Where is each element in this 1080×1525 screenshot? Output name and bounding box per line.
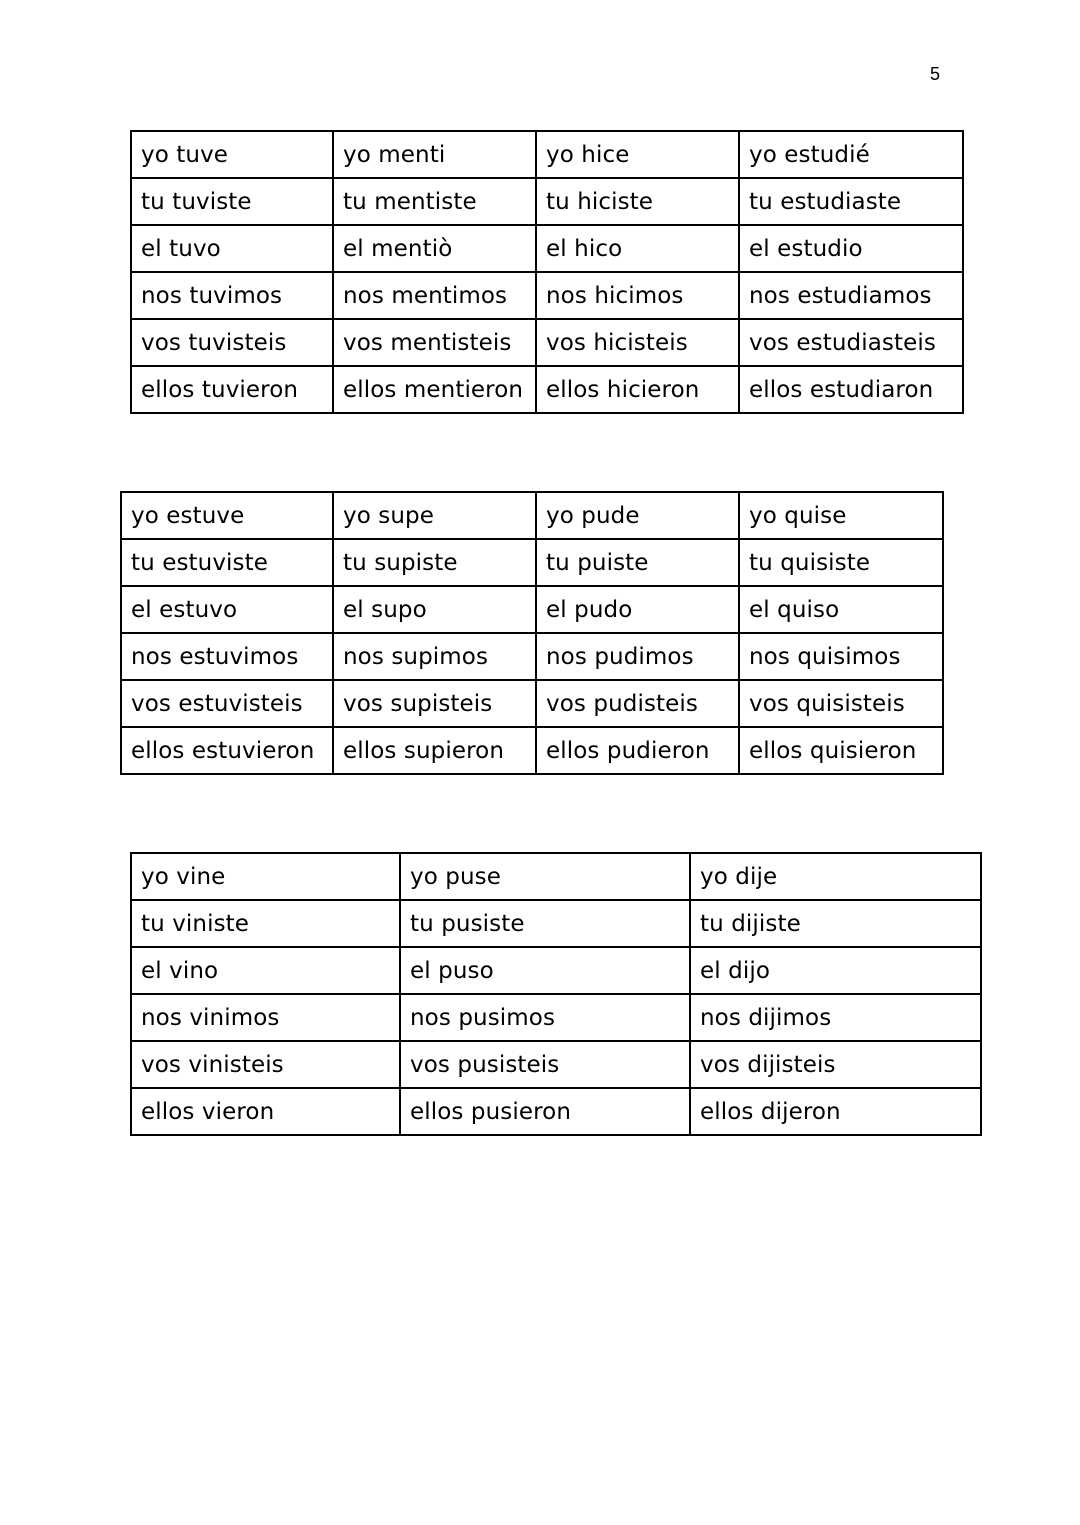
table-cell: tu supiste: [333, 539, 536, 586]
table-cell: vos dijisteis: [690, 1041, 981, 1088]
conjugation-table-1: [130, 130, 964, 414]
table-cell: yo quise: [739, 492, 943, 539]
table-cell: vos vinisteis: [131, 1041, 400, 1088]
table-cell: vos estudiasteis: [739, 319, 963, 366]
conjugation-table-2: [120, 491, 944, 775]
table-row: [131, 853, 981, 900]
table-cell: nos hicimos: [536, 272, 739, 319]
table-cell: tu viniste: [131, 900, 400, 947]
table-row: [131, 225, 963, 272]
table-row: [131, 947, 981, 994]
table-cell: ellos supieron: [333, 727, 536, 774]
table-cell: ellos estudiaron: [739, 366, 963, 413]
table-cell: yo estuve: [121, 492, 333, 539]
table-cell: vos supisteis: [333, 680, 536, 727]
table-row: [131, 131, 963, 178]
table-row: [131, 366, 963, 413]
table-cell: ellos vieron: [131, 1088, 400, 1135]
table-cell: vos estuvisteis: [121, 680, 333, 727]
table-row: [131, 319, 963, 366]
conjugation-table-3: [130, 852, 982, 1136]
table-cell: el tuvo: [131, 225, 333, 272]
table-cell: tu puiste: [536, 539, 739, 586]
table-cell: el vino: [131, 947, 400, 994]
table-cell: ellos hicieron: [536, 366, 739, 413]
table-cell: yo tuve: [131, 131, 333, 178]
table-cell: ellos estuvieron: [121, 727, 333, 774]
table-cell: vos pudisteis: [536, 680, 739, 727]
table-cell: nos quisimos: [739, 633, 943, 680]
table-row: [131, 272, 963, 319]
table-cell: ellos pusieron: [400, 1088, 690, 1135]
table-row: [131, 900, 981, 947]
table-cell: tu estuviste: [121, 539, 333, 586]
table-cell: tu mentiste: [333, 178, 536, 225]
table-cell: ellos mentieron: [333, 366, 536, 413]
table-cell: vos tuvisteis: [131, 319, 333, 366]
table-row: [121, 633, 943, 680]
table-cell: el hico: [536, 225, 739, 272]
table-cell: nos estuvimos: [121, 633, 333, 680]
table-cell: yo pude: [536, 492, 739, 539]
page-number: 5: [930, 64, 941, 84]
table-row: [121, 539, 943, 586]
table-cell: ellos quisieron: [739, 727, 943, 774]
table-cell: ellos dijeron: [690, 1088, 981, 1135]
table-cell: yo vine: [131, 853, 400, 900]
table-cell: yo dije: [690, 853, 981, 900]
table-cell: nos estudiamos: [739, 272, 963, 319]
table-row: [121, 492, 943, 539]
table-cell: el estudio: [739, 225, 963, 272]
table-cell: nos supimos: [333, 633, 536, 680]
table-cell: nos tuvimos: [131, 272, 333, 319]
table-cell: yo menti: [333, 131, 536, 178]
table-row: [131, 178, 963, 225]
table-cell: nos dijimos: [690, 994, 981, 1041]
table-cell: yo supe: [333, 492, 536, 539]
table-cell: tu tuviste: [131, 178, 333, 225]
table-row: [131, 1041, 981, 1088]
table-cell: el quiso: [739, 586, 943, 633]
table-cell: vos quisisteis: [739, 680, 943, 727]
table-cell: tu estudiaste: [739, 178, 963, 225]
table-cell: vos mentisteis: [333, 319, 536, 366]
table-cell: el mentiò: [333, 225, 536, 272]
table-cell: tu hiciste: [536, 178, 739, 225]
table-cell: el supo: [333, 586, 536, 633]
table-cell: tu pusiste: [400, 900, 690, 947]
table-cell: el dijo: [690, 947, 981, 994]
table-cell: nos vinimos: [131, 994, 400, 1041]
table-cell: el estuvo: [121, 586, 333, 633]
table-cell: el pudo: [536, 586, 739, 633]
table-cell: yo puse: [400, 853, 690, 900]
table-row: [121, 727, 943, 774]
table-cell: el puso: [400, 947, 690, 994]
table-cell: vos hicisteis: [536, 319, 739, 366]
table-cell: yo hice: [536, 131, 739, 178]
table-row: [131, 1088, 981, 1135]
table-cell: ellos tuvieron: [131, 366, 333, 413]
table-cell: nos pudimos: [536, 633, 739, 680]
table-cell: ellos pudieron: [536, 727, 739, 774]
table-cell: yo estudié: [739, 131, 963, 178]
table-cell: nos mentimos: [333, 272, 536, 319]
table-cell: tu quisiste: [739, 539, 943, 586]
table-cell: vos pusisteis: [400, 1041, 690, 1088]
table-cell: tu dijiste: [690, 900, 981, 947]
table-cell: nos pusimos: [400, 994, 690, 1041]
table-row: [131, 994, 981, 1041]
table-row: [121, 586, 943, 633]
table-row: [121, 680, 943, 727]
